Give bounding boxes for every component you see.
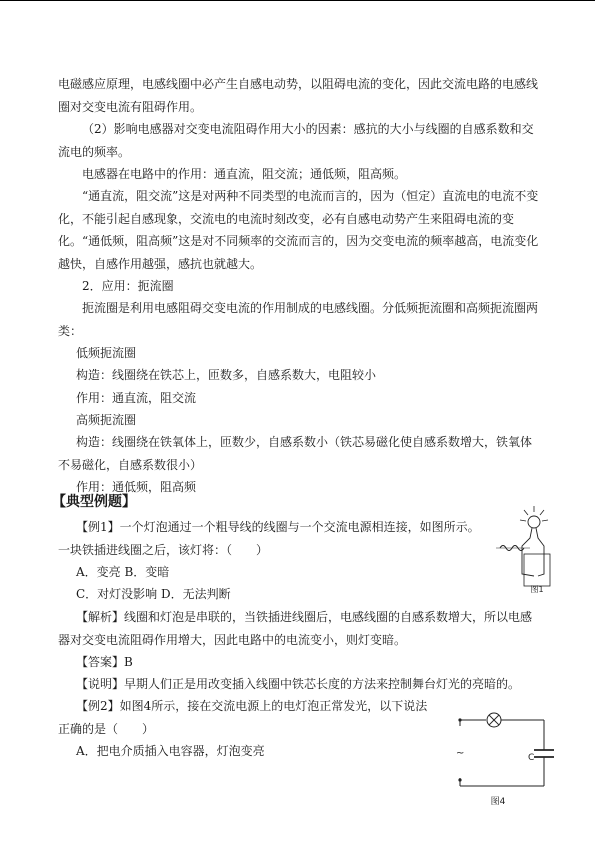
paragraph-low-freq-structure: 构造：线圈绕在铁芯上，匝数多，自感系数大，电阻较小 <box>76 368 377 382</box>
figure-1-frame <box>524 554 550 586</box>
section-heading-typical-examples: 【典型例题】 <box>52 494 136 510</box>
paragraph-high-freq-structure: 构造：线圈绕在铁氧体上，匝数少，自感系数小（铁芯易磁化使自感系数增大，铁氧体不易磁化，自感系数很小） <box>58 435 533 472</box>
lamp-rays <box>520 506 548 521</box>
terminal-dot-top <box>458 718 461 721</box>
paragraph-factors: （2）影响电感器对交变电流阻碍作用大小的因素：感抗的大小与线圈的自感系数和交流电的频率。 <box>58 122 534 159</box>
paragraph-inductance-principle: 电磁感应原理，电感线圈中必产生自感电动势，以阻碍电流的变化，因此交流电路的电感线圈对交变电流有阻碍作用。 <box>58 77 539 114</box>
example-1-analysis: 【解析】线圈和灯泡是串联的，当铁插进线圈后，电感线圈的自感系数增大，所以电感器对交变电流阻碍作用增大，因此电路中的电流变小，则灯变暗。 <box>58 610 533 647</box>
example-2-option-a: A．把电介质插入电容器，灯泡变亮 <box>76 744 265 758</box>
example-1-question: 【例1】一个灯泡通过一个粗导线的线圈与一个交流电源相连接，如图所示。一块铁插进线圈之后，该灯将：（ ） <box>58 520 480 557</box>
paragraph-high-freq-choke: 高频扼流圈 <box>76 413 137 427</box>
ac-source-symbol: ~ <box>456 748 465 759</box>
paragraph-low-freq-choke: 低频扼流圈 <box>76 346 137 360</box>
paragraph-explanation: “通直流，阻交流”这是对两种不同类型的电流而言的，因为（恒定）直流电的电流不变化，不能引起自感现象，交流电的电流时刻改变，必有自感电动势产生来阻碍电流的变化。“通低频，阻高频”这是对不同频率的交流而言的，因为交变电流的频率越高，电流变化越快，自感作用越强，感抗也就越大。 <box>58 189 539 271</box>
example-1-options-ab: A．变亮 B．变暗 <box>76 565 170 579</box>
page-top-border <box>0 0 595 1</box>
figure-1-label: 图1 <box>530 585 544 594</box>
example-1-options-cd: C．对灯没影响 D．无法判断 <box>76 587 231 601</box>
circuit-wire-right <box>536 528 544 576</box>
lamp-bulb-icon <box>528 516 540 528</box>
figure-4-label: 图4 <box>490 797 506 807</box>
paragraph-high-freq-function: 作用：通低频，阻高频 <box>76 480 197 494</box>
example-1-note: 【说明】早期人们正是用改变插入线圈中铁芯长度的方法来控制舞台灯光的亮暗的。 <box>76 677 521 691</box>
paragraph-inductor-role: 电感器在电路中的作用：通直流，阻交流；通低频，阻高频。 <box>82 167 407 181</box>
paragraph-choke-definition: 扼流圈是利用电感阻碍交变电流的作用制成的电感线圈。分低频扼流圈和高频扼流圈两类： <box>58 301 539 338</box>
example-1-answer: 【答案】B <box>76 655 133 669</box>
terminal-dot-bottom <box>458 778 461 781</box>
figure-4-circuit-diagram <box>448 712 558 808</box>
paragraph-low-freq-function: 作用：通直流，阻交流 <box>76 391 197 405</box>
capacitor-label: C <box>528 753 535 763</box>
figure-1-lamp-coil-diagram <box>494 504 556 596</box>
example-2-question: 【例2】如图4所示，接在交流电源上的电灯泡正常发光，以下说法正确的是（ ） <box>58 699 428 736</box>
paragraph-application: 2．应用：扼流圈 <box>82 279 174 293</box>
